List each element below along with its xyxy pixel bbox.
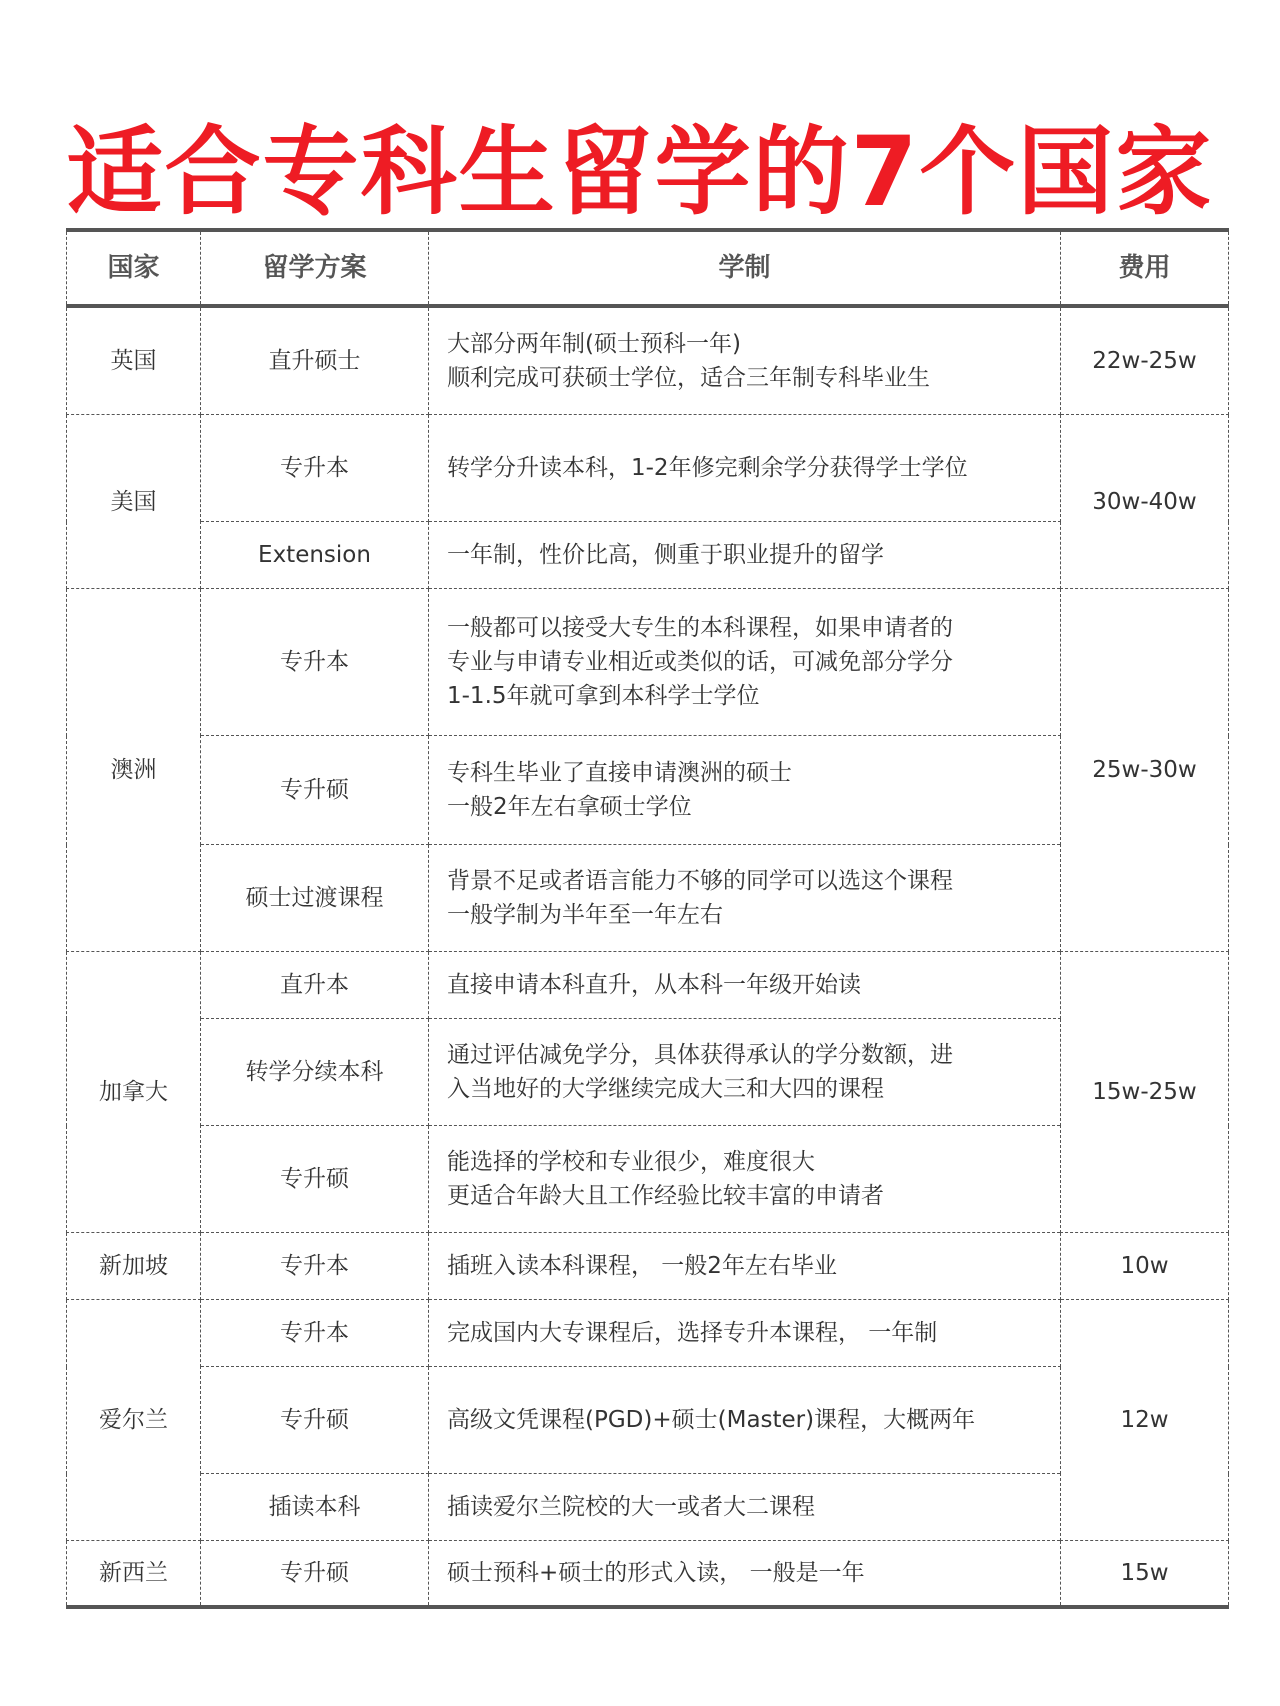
- fee-cell-ie: 12w: [1061, 1300, 1229, 1541]
- plan-cell: 专升本: [201, 1233, 429, 1300]
- duration-line: 完成国内大专课程后，选择专升本课程， 一年制: [447, 1320, 938, 1346]
- fee-cell-us: 30w-40w: [1061, 415, 1229, 589]
- duration-line: 转学分升读本科，1-2年修完剩余学分获得学士学位: [447, 455, 968, 481]
- header-fee: 费用: [1061, 230, 1229, 306]
- duration-cell: [429, 522, 1061, 589]
- table-row: [67, 952, 1229, 1019]
- duration-line: 专科生毕业了直接申请澳洲的硕士: [447, 760, 792, 786]
- plan-cell: 插读本科: [201, 1474, 429, 1541]
- plan-cell: 硕士过渡课程: [201, 845, 429, 952]
- table-row: [67, 306, 1229, 415]
- header-plan: 留学方案: [201, 230, 429, 306]
- duration-line: 入当地好的大学继续完成大三和大四的课程: [447, 1076, 884, 1102]
- fee-cell-sg: 10w: [1061, 1233, 1229, 1300]
- duration-cell: [429, 1541, 1061, 1608]
- duration-cell: [429, 1233, 1061, 1300]
- fee-cell-nz: 15w: [1061, 1541, 1229, 1608]
- duration-line: 一般2年左右拿硕士学位: [447, 794, 692, 820]
- plan-cell: 专升硕: [201, 1126, 429, 1233]
- duration-cell: [429, 952, 1061, 1019]
- table-row: [67, 1474, 1229, 1541]
- fee-cell-ca: 15w-25w: [1061, 952, 1229, 1233]
- duration-line: 更适合年龄大且工作经验比较丰富的申请者: [447, 1183, 884, 1209]
- duration-cell: [429, 1474, 1061, 1541]
- fee-cell-au: 25w-30w: [1061, 589, 1229, 952]
- duration-line: 能选择的学校和专业很少，难度很大: [447, 1149, 815, 1175]
- country-cell-uk: 英国: [67, 306, 201, 415]
- plan-cell: 直升硕士: [201, 306, 429, 415]
- plan-cell: 专升硕: [201, 1541, 429, 1608]
- header-duration: 学制: [429, 230, 1061, 306]
- plan-cell: 专升硕: [201, 736, 429, 845]
- table-row: [67, 1541, 1229, 1608]
- table-row: [67, 1367, 1229, 1474]
- duration-cell: [429, 845, 1061, 952]
- duration-line: 背景不足或者语言能力不够的同学可以选这个课程: [447, 868, 953, 894]
- duration-cell: [429, 415, 1061, 522]
- duration-line: 通过评估减免学分，具体获得承认的学分数额，进: [447, 1042, 953, 1068]
- duration-line: 直接申请本科直升，从本科一年级开始读: [447, 972, 861, 998]
- duration-line: 1-1.5年就可拿到本科学士学位: [447, 683, 760, 709]
- duration-line: 一般都可以接受大专生的本科课程，如果申请者的: [447, 615, 953, 641]
- plan-cell: 专升本: [201, 589, 429, 736]
- duration-line: 一般学制为半年至一年左右: [447, 902, 723, 928]
- plan-cell: 直升本: [201, 952, 429, 1019]
- table-row: [67, 736, 1229, 845]
- country-cell-au: 澳洲: [67, 589, 201, 952]
- table-row: [67, 522, 1229, 589]
- duration-line: 顺利完成可获硕士学位，适合三年制专科毕业生: [447, 365, 930, 391]
- country-cell-sg: 新加坡: [67, 1233, 201, 1300]
- header-country: 国家: [67, 230, 201, 306]
- plan-cell: 专升硕: [201, 1367, 429, 1474]
- study-abroad-table: [66, 228, 1229, 1609]
- duration-line: 插班入读本科课程， 一般2年左右毕业: [447, 1253, 837, 1279]
- country-cell-nz: 新西兰: [67, 1541, 201, 1608]
- country-cell-us: 美国: [67, 415, 201, 589]
- table-row: [67, 845, 1229, 952]
- plan-cell: 专升本: [201, 415, 429, 522]
- duration-cell: [429, 1367, 1061, 1474]
- duration-cell: [429, 1019, 1061, 1126]
- table-row: [67, 1300, 1229, 1367]
- duration-cell: [429, 1126, 1061, 1233]
- plan-cell: Extension: [201, 522, 429, 589]
- page-title: 适合专科生留学的7个国家: [66, 116, 1214, 228]
- duration-line: 一年制，性价比高，侧重于职业提升的留学: [447, 542, 884, 568]
- duration-cell: [429, 736, 1061, 845]
- duration-cell: [429, 1300, 1061, 1367]
- plan-cell: 转学分续本科: [201, 1019, 429, 1126]
- duration-line: 专业与申请专业相近或类似的话，可减免部分学分: [447, 649, 953, 675]
- country-cell-ie: 爱尔兰: [67, 1300, 201, 1541]
- table-row: [67, 1126, 1229, 1233]
- duration-line: 硕士预科+硕士的形式入读， 一般是一年: [447, 1560, 865, 1586]
- plan-cell: 专升本: [201, 1300, 429, 1367]
- table-row: [67, 589, 1229, 736]
- table-row: [67, 1233, 1229, 1300]
- country-cell-ca: 加拿大: [67, 952, 201, 1233]
- duration-line: 大部分两年制(硕士预科一年): [447, 331, 741, 357]
- table-row: [67, 415, 1229, 522]
- table-row: [67, 1019, 1229, 1126]
- table-header-row: [67, 230, 1229, 306]
- fee-cell-uk: 22w-25w: [1061, 306, 1229, 415]
- duration-line: 高级文凭课程(PGD)+硕士(Master)课程，大概两年: [447, 1407, 976, 1433]
- duration-cell: [429, 306, 1061, 415]
- duration-cell: [429, 589, 1061, 736]
- duration-line: 插读爱尔兰院校的大一或者大二课程: [447, 1494, 815, 1520]
